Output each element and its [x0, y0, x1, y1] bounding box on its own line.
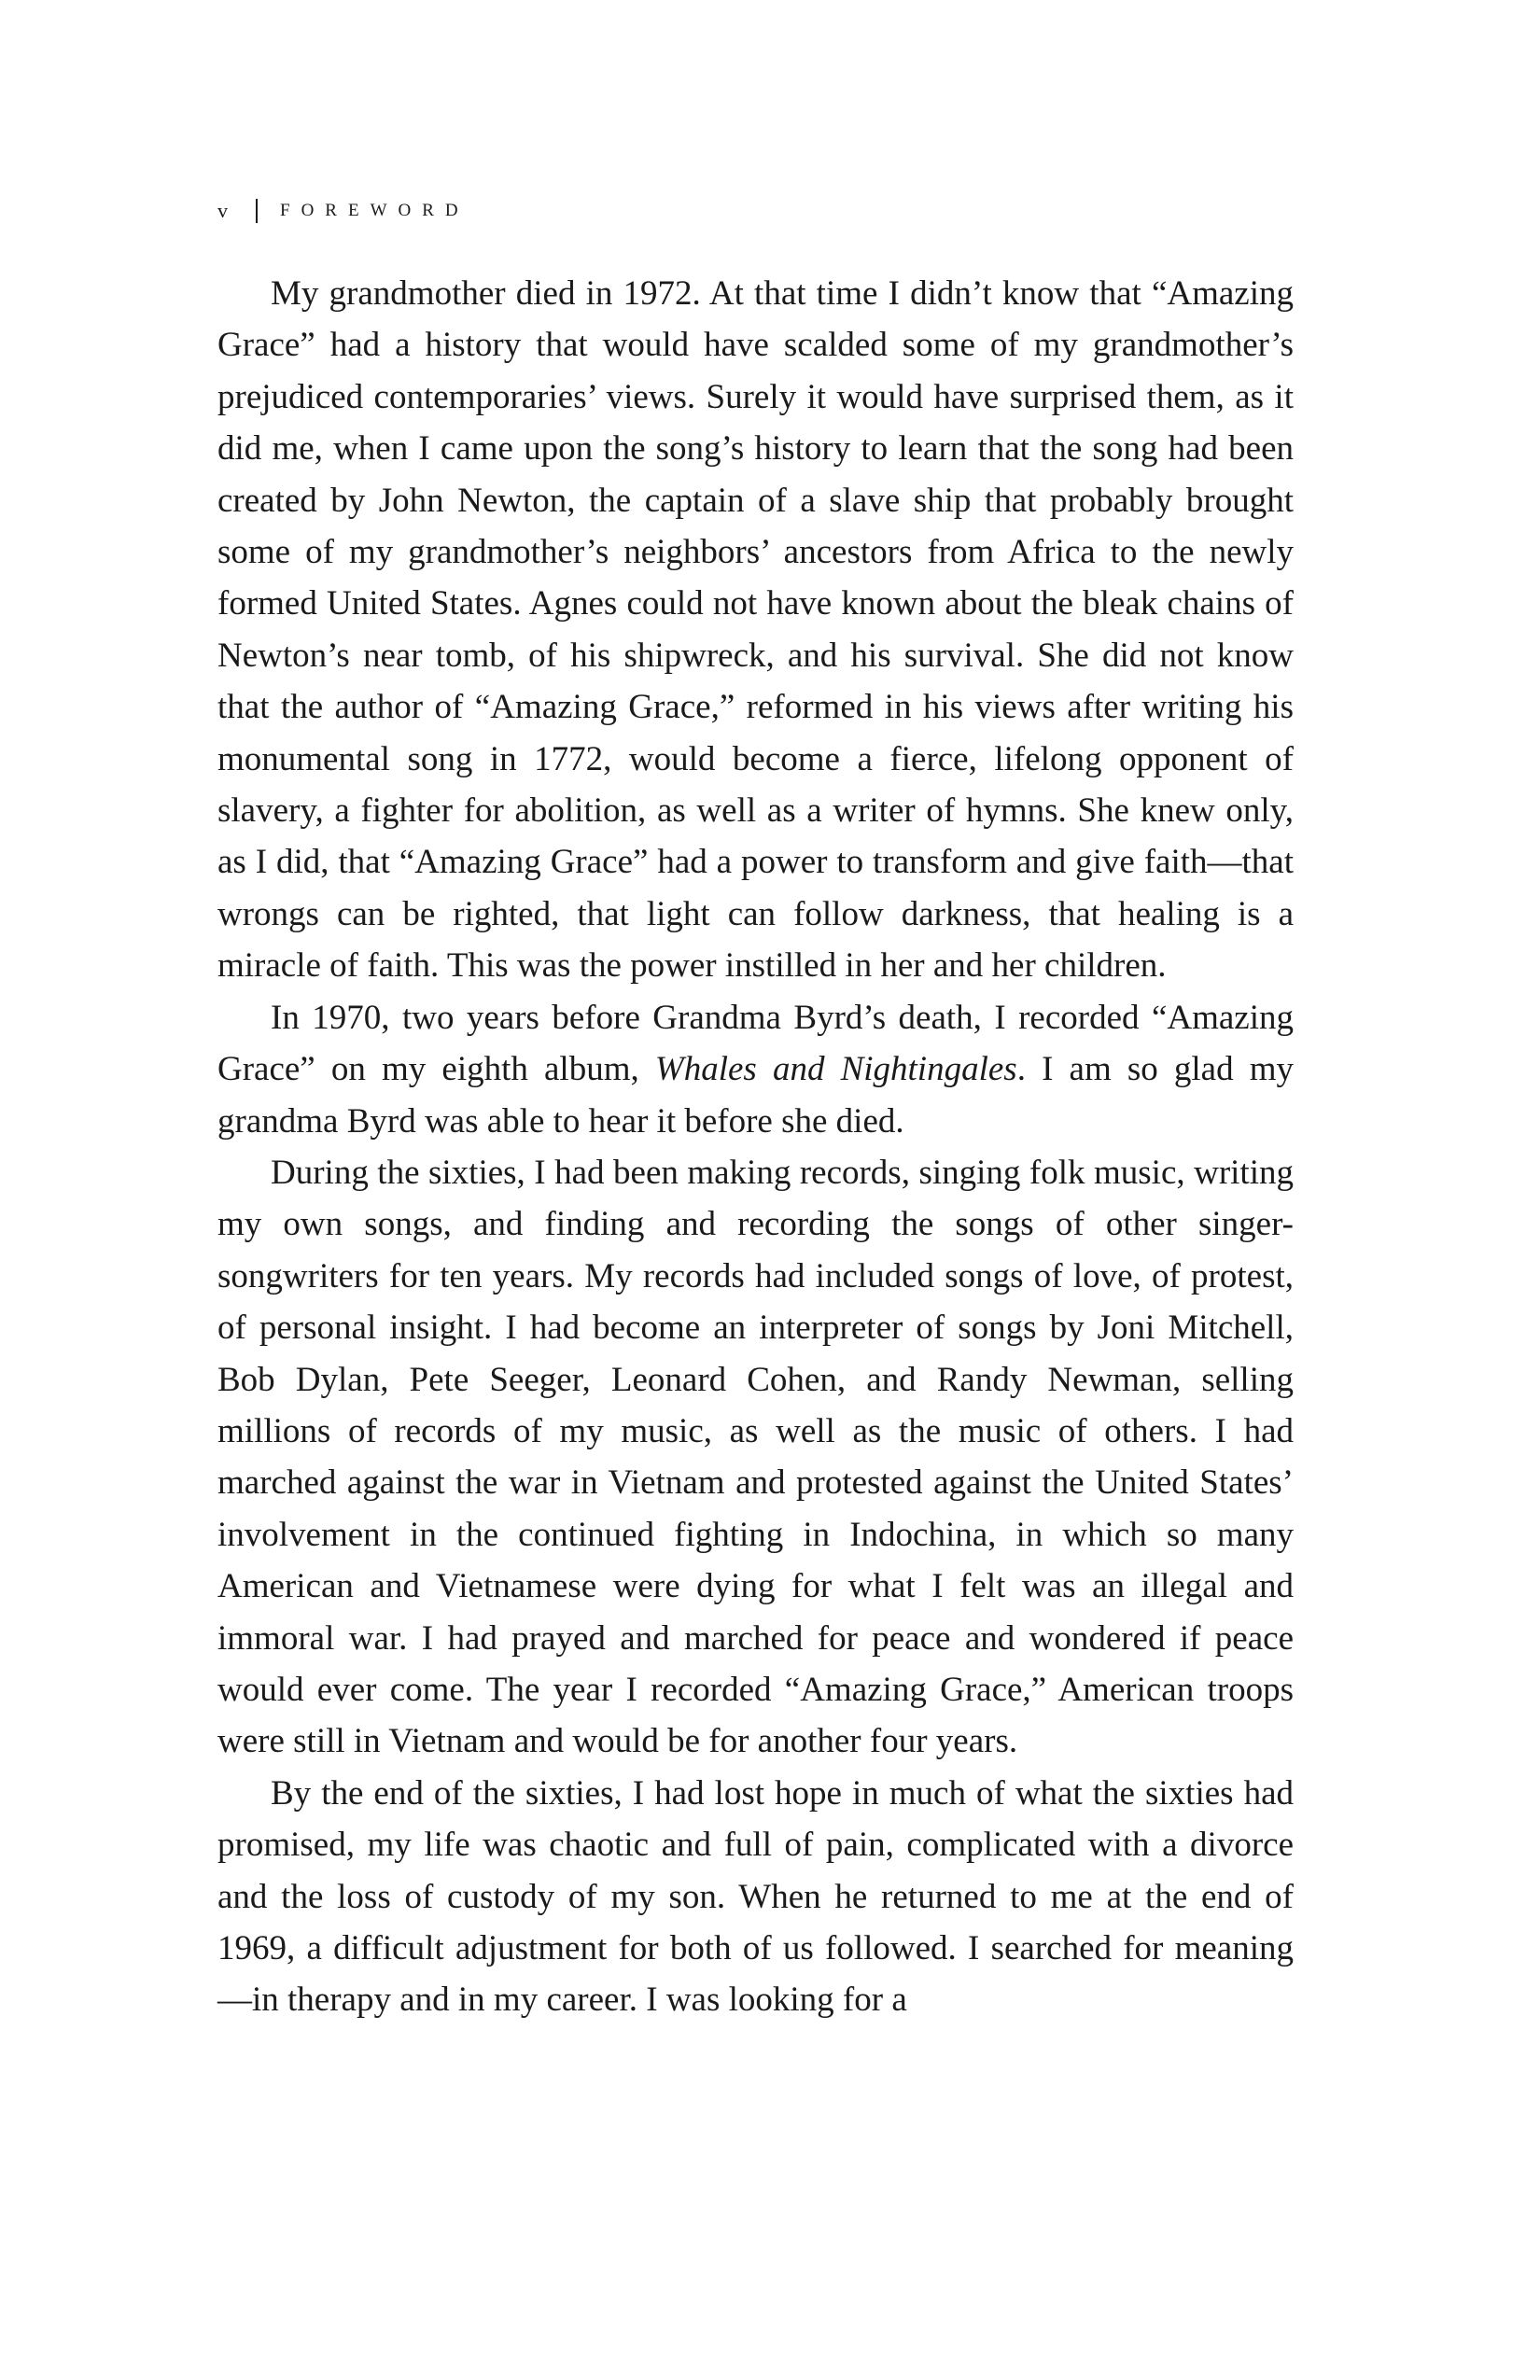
album-title: Whales and Nightingales — [654, 1050, 1017, 1089]
running-head — [217, 199, 469, 223]
paragraph-1: My grandmother died in 1972. At that time I didn’t know that “Amazing Grace” had a history that would have scalded some of my grandmother’s prejudiced contemporaries’ views. Surely it would have surprised them, as it did me, when I came upon the song’s history to learn that the song had been created by John Newton, the captain of a slave ship that probably brought some of my grandmother’s neighbors’ ancestors from Africa to the newly formed United States. Agnes could not have known about the bleak chains of Newton’s near tomb, of his shipwreck, and his survival. She did not know that the author of “Amazing Grace,” reformed in his views after writing his monumental song in 1772, would become a fierce, lifelong opponent of slavery, a fighter for abolition, as well as a writer of hymns. She knew only, as I did, that “Amazing Grace” had a power to transform and give faith—that wrongs can be righted, that light can follow darkness, that healing is a miracle of faith. This was the power instilled in her and her children. — [217, 274, 1294, 986]
body-text — [217, 268, 1294, 2026]
page-number: v — [217, 199, 228, 222]
paragraph-3: During the sixties, I had been making records, singing folk music, writing my own songs, and finding and recording the songs of other singer-songwriters for ten years. My records had included songs of love, of protest, of personal insight. I had become an interpreter of songs by Joni Mitchell, Bob Dylan, Pete Seeger, Leonard Cohen, and Randy Newman, selling millions of records of my music, as well as the music of others. I had marched against the war in Vietnam and protested against the United States’ involvement in the continued fighting in Indochina, in which so many American and Vietnamese were dying for what I felt was an illegal and immoral war. I had prayed and marched for peace and wondered if peace would ever come. The year I recorded “Amazing Grace,” American troops were still in Vietnam and would be for another four years. — [217, 1153, 1294, 1761]
paragraph-2 — [217, 992, 1294, 1147]
paragraph-2-after: . I am so glad my grandma Byrd was able to hear it before she died. — [217, 1050, 1295, 1141]
running-head-divider — [256, 199, 258, 223]
running-head-title: FOREWORD — [280, 201, 469, 220]
paragraph-2-before: In 1970, two years before Grandma Byrd’s death, I recorded “Amazing Grace” on my eighth album, — [217, 998, 1294, 1089]
paragraph-4: By the end of the sixties, I had lost hope in much of what the sixties had promised, my life was chaotic and full of pain, complicated with a divorce and the loss of custody of my son. When he returned to me at the end of 1969, a difficult adjustment for both of us followed. I searched for meaning—in therapy and in my career. I was looking for a — [217, 1773, 1294, 2020]
